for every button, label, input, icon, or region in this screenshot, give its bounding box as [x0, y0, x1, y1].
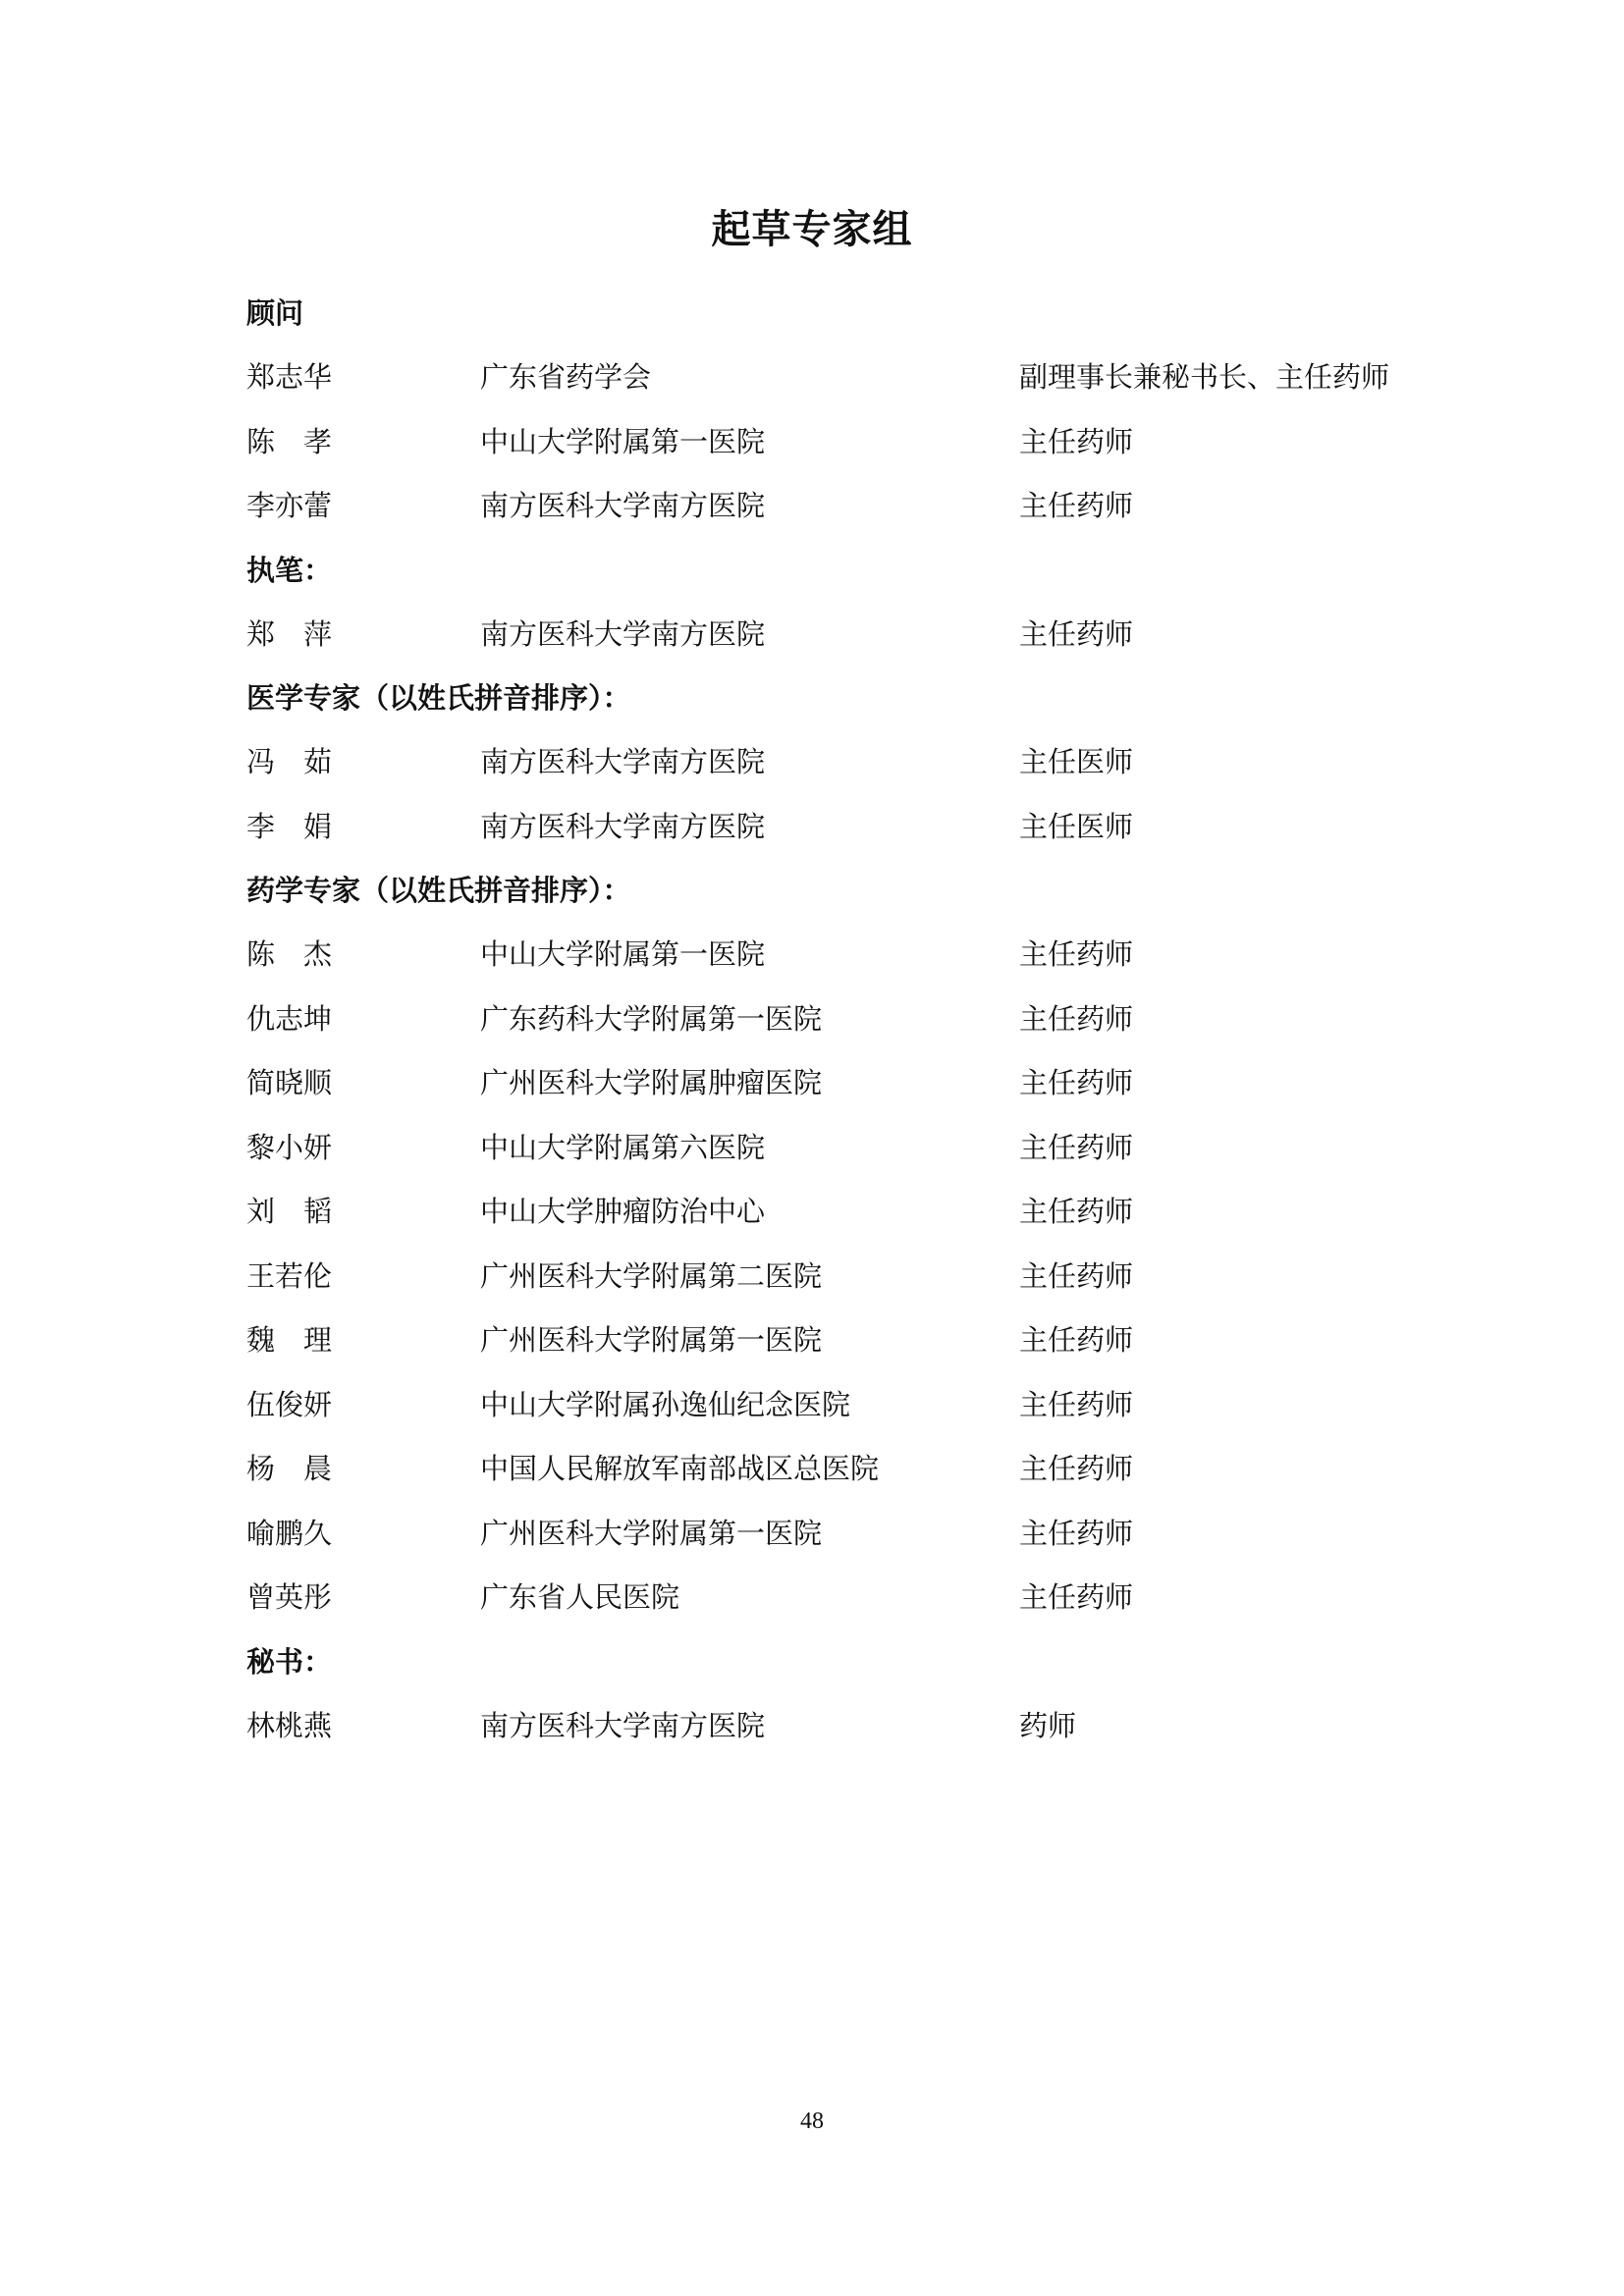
member-org: 中山大学附属第一医院	[480, 937, 766, 971]
member-org: 中山大学肿瘤防治中心	[480, 1195, 766, 1228]
member-name: 曾英彤	[246, 1580, 333, 1614]
member-row	[246, 931, 1474, 995]
member-name: 杨 晨	[246, 1452, 333, 1485]
member-org: 南方医科大学南方医院	[480, 489, 766, 522]
member-org: 南方医科大学南方医院	[480, 745, 766, 778]
member-name: 伍俊妍	[246, 1387, 333, 1421]
member-title: 主任药师	[1019, 1195, 1134, 1228]
member-org: 广州医科大学附属肿瘤医院	[480, 1066, 823, 1099]
member-org: 广州医科大学附属第二医院	[480, 1258, 823, 1293]
member-row	[246, 1702, 1474, 1767]
member-org: 中国人民解放军南部战区总医院	[480, 1452, 880, 1485]
member-name: 魏 理	[246, 1323, 333, 1357]
member-name: 陈 杰	[246, 937, 333, 971]
section-heading-advisors: 顾问	[246, 296, 304, 330]
member-row	[246, 1188, 1474, 1253]
member-title: 主任药师	[1019, 1066, 1134, 1099]
member-title: 主任医师	[1019, 745, 1134, 778]
member-name: 陈 孝	[246, 424, 333, 458]
member-name: 郑志华	[246, 360, 333, 394]
member-name: 刘 韬	[246, 1195, 333, 1228]
member-title: 主任药师	[1019, 1258, 1134, 1293]
member-name: 黎小妍	[246, 1130, 333, 1164]
member-row	[246, 1381, 1474, 1446]
member-title: 主任药师	[1019, 1516, 1134, 1550]
section-heading-writers: 执笔：	[246, 553, 333, 587]
member-title: 主任药师	[1019, 1452, 1134, 1485]
member-title: 主任药师	[1019, 1001, 1134, 1036]
member-org: 广东药科大学附属第一医院	[480, 1001, 823, 1036]
member-row	[246, 1316, 1474, 1381]
section-heading-medical-experts: 医学专家（以姓氏拼音排序）：	[246, 681, 631, 715]
member-title: 主任药师	[1019, 1323, 1134, 1357]
member-title: 主任药师	[1019, 424, 1134, 458]
member-name: 李 娟	[246, 809, 333, 843]
member-row	[246, 353, 1474, 418]
member-org: 南方医科大学南方医院	[480, 1708, 766, 1742]
member-name: 仇志坤	[246, 1001, 333, 1036]
member-row	[246, 803, 1474, 868]
member-row	[246, 482, 1474, 547]
expert-list	[246, 290, 1474, 1766]
member-row	[246, 1574, 1474, 1638]
member-org: 广州医科大学附属第一医院	[480, 1323, 823, 1357]
member-row	[246, 1445, 1474, 1510]
member-name: 郑 萍	[246, 616, 333, 651]
member-title: 主任药师	[1019, 937, 1134, 971]
member-org: 广东省人民医院	[480, 1580, 680, 1614]
member-name: 喻鹏久	[246, 1516, 333, 1550]
member-title: 主任药师	[1019, 489, 1134, 522]
section-heading-secretary: 秘书：	[246, 1644, 333, 1679]
member-org: 广州医科大学附属第一医院	[480, 1516, 823, 1550]
member-org: 南方医科大学南方医院	[480, 616, 766, 651]
member-org: 中山大学附属第一医院	[480, 424, 766, 458]
member-title: 主任药师	[1019, 1130, 1134, 1164]
member-name: 李亦蕾	[246, 489, 333, 522]
member-row	[246, 1253, 1474, 1317]
member-org: 中山大学附属孙逸仙纪念医院	[480, 1387, 851, 1421]
member-row	[246, 995, 1474, 1060]
member-title: 主任药师	[1019, 1580, 1134, 1614]
member-title: 主任药师	[1019, 616, 1134, 651]
member-title: 主任药师	[1019, 1387, 1134, 1421]
member-name: 冯 茹	[246, 745, 333, 778]
section-heading-pharmacy-experts: 药学专家（以姓氏拼音排序）：	[246, 874, 631, 907]
member-org: 广东省药学会	[480, 360, 652, 394]
member-name: 林桃燕	[246, 1708, 333, 1742]
member-row	[246, 738, 1474, 803]
member-row	[246, 1124, 1474, 1189]
member-row	[246, 1510, 1474, 1575]
member-row	[246, 418, 1474, 483]
member-title: 药师	[1019, 1708, 1077, 1742]
member-org: 南方医科大学南方医院	[480, 809, 766, 843]
member-title: 副理事长兼秘书长、主任药师	[1019, 360, 1390, 394]
member-row	[246, 611, 1474, 675]
member-row	[246, 1059, 1474, 1124]
member-name: 王若伦	[246, 1258, 333, 1293]
member-org: 中山大学附属第六医院	[480, 1130, 766, 1164]
member-title: 主任医师	[1019, 809, 1134, 843]
page-number: 48	[800, 2109, 824, 2134]
member-name: 简晓顺	[246, 1066, 333, 1099]
page-title: 起草专家组	[711, 206, 913, 252]
